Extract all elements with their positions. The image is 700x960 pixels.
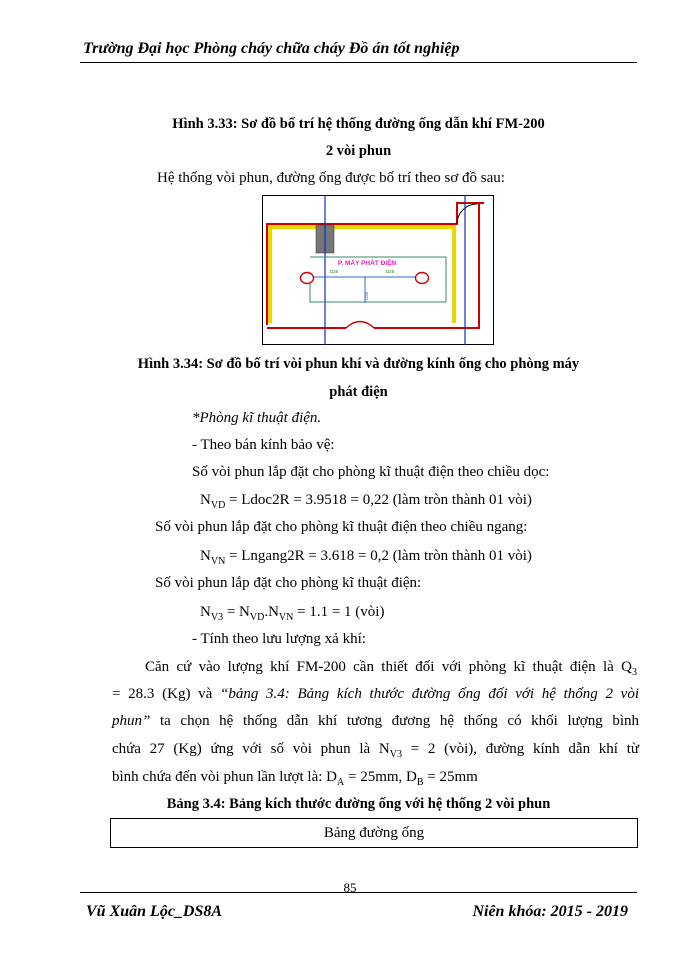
header-divider	[80, 62, 637, 63]
nozzle-right	[416, 273, 429, 284]
nozzle-left	[301, 273, 314, 284]
para-line-1: Căn cứ vào lượng khí FM-200 cần thiết đối với phòng kĩ thuật điện là $Q_3$	[145, 659, 637, 678]
table-3-4-header: Bảng đường ống	[110, 818, 638, 848]
para-line-5: bình chứa đến vòi phun lần lượt là: $D_A = 25mm$, $D_B = 25mm$	[112, 769, 478, 788]
room-heading: *Phòng kĩ thuật điện.	[192, 410, 322, 426]
page-number: 85	[343, 880, 357, 895]
pipe-label-vertical: D25	[364, 291, 369, 301]
page-header: Trường Đại học Phòng cháy chữa cháy Đồ án tốt nghiệp	[83, 40, 460, 57]
para-line-2: = 28.3 (Kg) và “bảng 3.4: Bảng kích thước đường ống đối với hệ thống 2 vòi	[112, 686, 639, 702]
formula-nvn: $N_{VN}$ = Lngang2R = 3.618 = 0,2 (làm tròn thành 01 vòi)	[200, 548, 532, 567]
figure-3-33-caption-line2: 2 vòi phun	[325, 143, 392, 159]
figure-3-34-caption: Hình 3.34: Sơ đồ bố trí vòi phun khí và đường kính ống cho phòng máy	[137, 356, 580, 372]
footer-term: Niên khóa: 2015 - 2019	[472, 903, 628, 920]
intro-text: Hệ thống vòi phun, đường ống được bố trí theo sơ đồ sau:	[157, 170, 505, 186]
para-line-3: phun” ta chọn hệ thống dẫn khí tương đương hệ thống có khối lượng bình	[112, 713, 639, 729]
diagram-frame	[263, 196, 494, 345]
flow-heading: - Tính theo lưu lượng xả khí:	[192, 631, 366, 647]
figure-3-33-caption: Hình 3.33: Sơ đồ bố trí hệ thống đường ống dẫn khí FM-200	[172, 116, 545, 132]
pipe-label-right: D25	[385, 269, 395, 274]
para-line-4: chứa 27 (Kg) ứng với số vòi phun là $N_{V3} = 2$ (vòi), đường kính dẫn khí từ	[112, 741, 639, 760]
table-3-4-caption: Bảng 3.4: Bảng kích thước đường ống với hệ thống 2 vòi phun	[166, 796, 551, 812]
pipe-label-left: D25	[329, 269, 339, 274]
footer-author: Vũ Xuân Lộc_DS8A	[86, 903, 223, 920]
total-text: Số vòi phun lắp đặt cho phòng kĩ thuật điện:	[155, 575, 422, 591]
figure-3-34-caption-line2: phát điện	[329, 384, 388, 400]
horizontal-text: Số vòi phun lắp đặt cho phòng kĩ thuật điện theo chiều ngang:	[155, 519, 528, 535]
room-label: P. MÁY PHÁT ĐIỆN	[337, 260, 397, 267]
formula-nv3: $N_{V3} = N_{VD}.N_{VN} = 1.1 = 1$ (vòi)	[200, 604, 385, 623]
formula-nvd: $N_{VD}$ = Ldoc2R = 3.9518 = 0,22 (làm tròn thành 01 vòi)	[200, 492, 532, 511]
radius-heading: - Theo bán kính bảo vệ:	[192, 437, 335, 453]
generator-room-diagram	[262, 195, 494, 345]
vertical-text: Số vòi phun lắp đặt cho phòng kĩ thuật điện theo chiều dọc:	[192, 464, 550, 480]
footer-divider	[80, 892, 637, 893]
